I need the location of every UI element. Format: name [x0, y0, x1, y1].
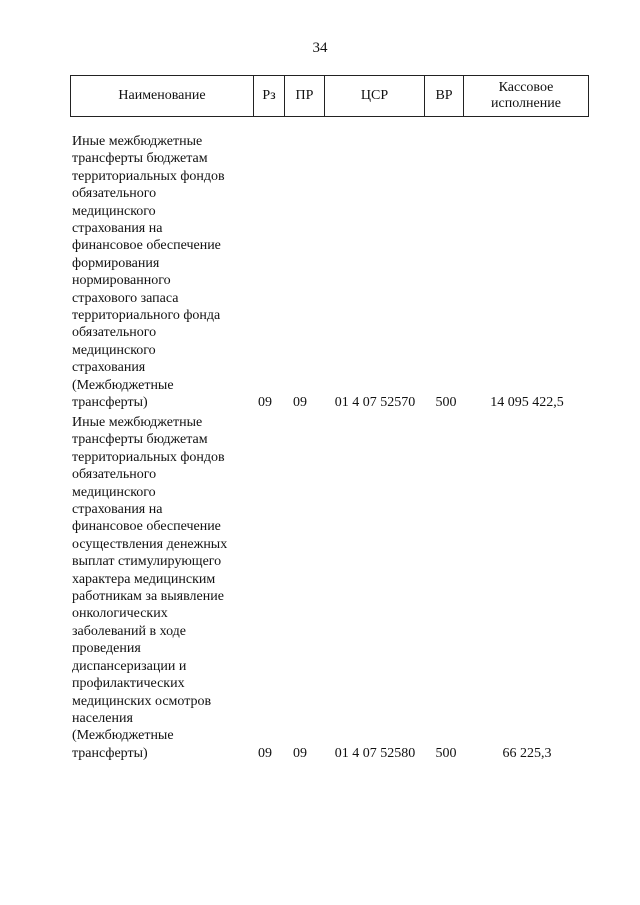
header-vr: ВР — [425, 76, 464, 117]
header-rz: Рз — [254, 76, 285, 117]
row-csr: 01 4 07 52580 — [334, 746, 416, 761]
row-vr: 500 — [435, 395, 457, 410]
header-kass: Кассовое исполнение — [464, 76, 589, 117]
row-vr: 500 — [435, 746, 457, 761]
row-amount: 66 225,3 — [502, 746, 552, 761]
row-name: Иные межбюджетные трансферты бюджетам территориальных фондов обязательного медицинского страхования на финансовое обеспечение формирования нормированного страхового запаса территориального фонда обязательного медицинского страхования (Межбюджетные трансферты) — [72, 134, 225, 411]
row-pr: 09 — [293, 746, 307, 761]
header-name: Наименование — [71, 76, 254, 117]
row-amount: 14 095 422,5 — [490, 395, 564, 410]
row-pr: 09 — [293, 395, 307, 410]
row-rz: 09 — [258, 746, 272, 761]
table-header — [70, 75, 589, 117]
row-csr: 01 4 07 52570 — [334, 395, 416, 410]
row-name: Иные межбюджетные трансферты бюджетам территориальных фондов обязательного медицинского страхования на финансовое обеспечение осуществления денежных выплат стимулирующего характера медицинским работникам за выявление онкологических заболеваний в ходе проведения диспансеризации и профилактических медицинских осмотров населения (Межбюджетные трансферты) — [72, 415, 228, 761]
header-pr: ПР — [285, 76, 325, 117]
header-csr: ЦСР — [325, 76, 425, 117]
page-number: 34 — [312, 40, 328, 56]
row-rz: 09 — [258, 395, 272, 410]
